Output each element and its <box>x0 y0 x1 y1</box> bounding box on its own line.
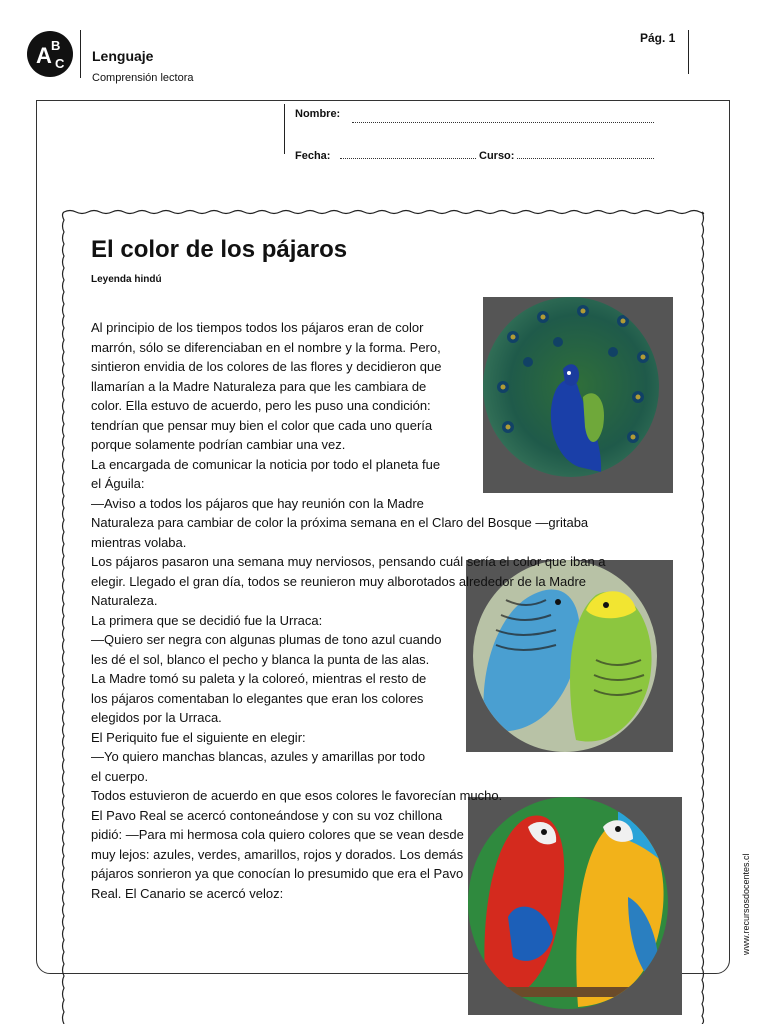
text-line: los pájaros comentaban lo elegantes que eran los colores <box>91 690 424 706</box>
text-line: el Águila: <box>91 476 145 491</box>
subject-subtitle: Comprensión lectora <box>92 72 194 84</box>
text-line: La encargada de comunicar la noticia por todo el planeta fue <box>91 456 441 472</box>
text-line: color. Ella estuvo de acuerdo, pero les puso una condición: <box>91 398 431 413</box>
text-line: tendrían que pensar muy bien el color que cada uno quería <box>91 417 433 433</box>
logo-letter-a: A <box>36 43 52 68</box>
text-line: muy lejos: azules, verdes, amarillos, rojos y dorados. Los demás <box>91 846 464 862</box>
logo-letter-c: C <box>55 56 65 71</box>
text-line: Los pájaros pasaron una semana muy nerviosos, pensando cuál sería el color que iban a <box>91 554 606 569</box>
text-line: el cuerpo. <box>91 768 149 784</box>
text-line: llamarían a la Madre Naturaleza para que les cambiara de <box>91 378 427 394</box>
date-label: Fecha: <box>295 150 331 162</box>
text-line: mientras volaba. <box>91 534 187 550</box>
text-line: les dé el sol, blanco el pecho y blanca la punta de las alas. <box>91 651 430 667</box>
text-line: porque solamente podrían cambiar una vez. <box>91 437 346 452</box>
course-label: Curso: <box>479 150 515 162</box>
reading-title: El color de los pájaros <box>91 236 348 263</box>
text-line: El Periquito fue el siguiente en elegir: <box>91 729 306 745</box>
text-line: sintieron envidia de los colores de las flores y decidieron que <box>91 359 442 374</box>
reading-subtitle: Leyenda hindú <box>91 274 162 285</box>
website-url: www.recursosdocentes.cl <box>741 853 751 955</box>
text-line: elegidos por la Urraca. <box>91 710 222 725</box>
text-line: elegir. Llegado el gran día, todos se reunieron muy alborotados alrededor de la Madre <box>91 573 587 589</box>
text-line: pájaros sonrieron ya que conocían lo presumido que era el Pavo <box>91 866 464 881</box>
text-line: marrón, sólo se diferenciaban en el nombre y la forma. Pero, <box>91 339 441 355</box>
page-number: Pág. 1 <box>640 31 676 45</box>
text-line: Real. El Canario se acercó veloz: <box>91 885 284 901</box>
reading-text <box>91 318 666 903</box>
text-line: —Quiero ser negra con algunas plumas de tono azul cuando <box>91 632 442 647</box>
text-line: pidió: —Para mi hermosa cola quiero colores que se vean desde <box>91 827 464 842</box>
text-line: La primera que se decidió fue la Urraca: <box>91 612 323 628</box>
text-line: —Aviso a todos los pájaros que hay reunión con la Madre <box>91 495 424 511</box>
logo-letter-b: B <box>51 38 61 53</box>
text-line: —Yo quiero manchas blancas, azules y amarillas por todo <box>91 749 426 764</box>
text-line: Naturaleza. <box>91 593 158 608</box>
text-line: Todos estuvieron de acuerdo en que esos colores le favorecían mucho. <box>91 788 503 803</box>
name-label: Nombre: <box>295 108 341 120</box>
text-line: La Madre tomó su paleta y la coloreó, mientras el resto de <box>91 671 427 686</box>
text-line: Al principio de los tiempos todos los pájaros eran de color <box>91 320 424 335</box>
subject-title: Lenguaje <box>92 48 154 64</box>
text-line: Naturaleza para cambiar de color la próxima semana en el Claro del Bosque —gritaba <box>91 515 589 530</box>
text-line: El Pavo Real se acercó contoneándose y con su voz chillona <box>91 807 443 823</box>
